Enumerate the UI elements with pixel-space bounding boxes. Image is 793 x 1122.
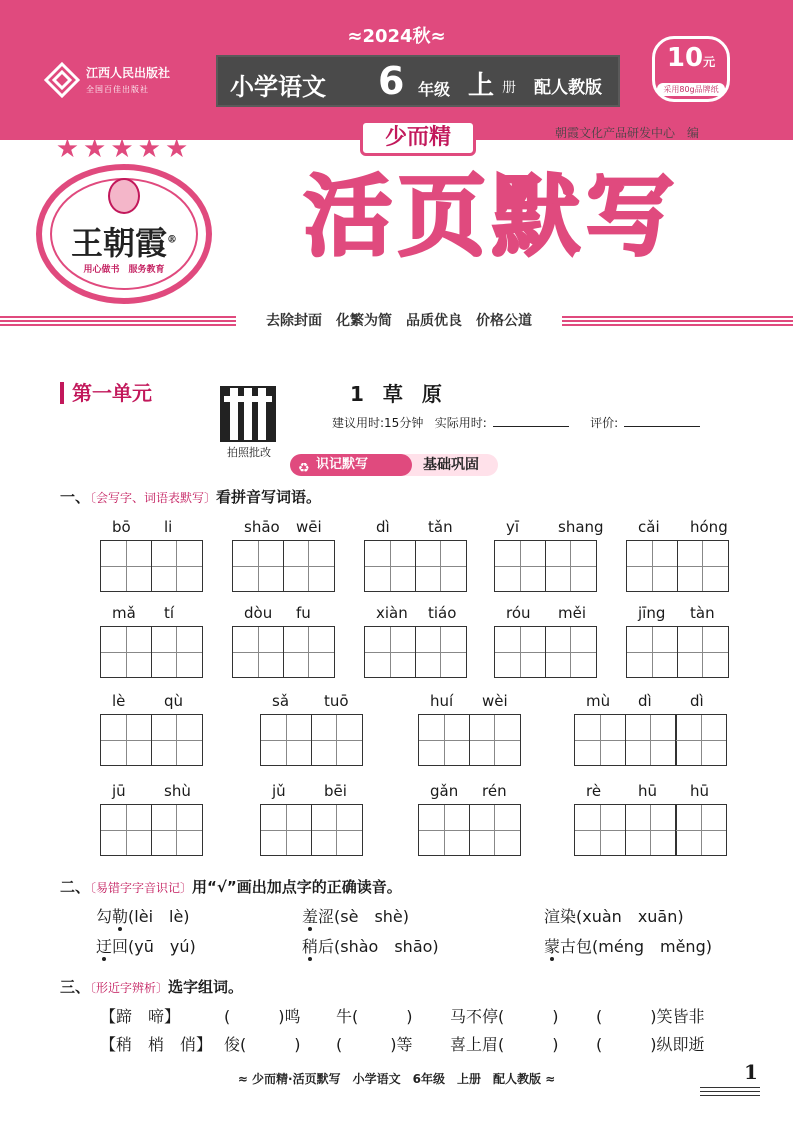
brand-badge bbox=[28, 134, 220, 312]
tian-grid-box[interactable] bbox=[100, 714, 152, 766]
pinyin-label: sǎ bbox=[272, 692, 290, 710]
tian-grid-box[interactable] bbox=[100, 540, 152, 592]
fill-blank[interactable]: 马不停( ) bbox=[450, 1007, 559, 1026]
writing-boxes bbox=[574, 714, 727, 766]
publisher-logo-icon bbox=[44, 62, 80, 98]
writing-boxes bbox=[494, 540, 597, 592]
actual-time-label: 实际用时: bbox=[434, 416, 487, 430]
suggested-time: 建议用时:15分钟 bbox=[332, 416, 424, 430]
tian-grid-box[interactable] bbox=[260, 804, 312, 856]
page-lines-decoration bbox=[700, 1084, 760, 1096]
tian-grid-box[interactable] bbox=[418, 714, 470, 766]
tian-grid-box[interactable] bbox=[151, 714, 203, 766]
pinyin-label: shang bbox=[558, 518, 604, 536]
pinyin-label: dì bbox=[638, 692, 652, 710]
writing-boxes bbox=[100, 804, 203, 856]
tian-grid-box[interactable] bbox=[283, 540, 335, 592]
tian-grid-box[interactable] bbox=[675, 714, 727, 766]
pinyin-label: jǔ bbox=[272, 782, 286, 800]
score-blank[interactable] bbox=[624, 426, 700, 427]
qr-code-icon[interactable] bbox=[220, 386, 276, 442]
pinyin-label: wēi bbox=[296, 518, 322, 536]
pinyin-label: lè bbox=[112, 692, 126, 710]
pinyin-label: qù bbox=[164, 692, 184, 710]
price-unit: 元 bbox=[703, 55, 716, 69]
price-value: 10元 bbox=[666, 43, 716, 73]
pinyin-label: shāo bbox=[244, 518, 280, 536]
writing-boxes bbox=[260, 714, 363, 766]
pinyin-word bbox=[626, 518, 730, 594]
pinyin-word bbox=[364, 604, 468, 680]
pinyin-word bbox=[574, 782, 730, 858]
q1-tag: 〔会写字、词语表默写〕 bbox=[90, 491, 217, 505]
pinyin-label: huí bbox=[430, 692, 454, 710]
pinyin-word bbox=[100, 604, 204, 680]
tian-grid-box[interactable] bbox=[364, 626, 416, 678]
pinyin-word bbox=[232, 518, 336, 594]
tian-grid-box[interactable] bbox=[260, 714, 312, 766]
writing-boxes bbox=[494, 626, 597, 678]
edition-label: 配人教版 bbox=[534, 78, 602, 98]
writing-boxes bbox=[232, 540, 335, 592]
pinyin-label: bō bbox=[112, 518, 131, 536]
header-band bbox=[0, 0, 793, 140]
volume-label: 上 bbox=[468, 71, 495, 101]
pinyin-word bbox=[260, 782, 364, 858]
pinyin-label: shù bbox=[164, 782, 191, 800]
pinyin-label: měi bbox=[558, 604, 587, 622]
slogan-bar bbox=[0, 310, 793, 330]
pinyin-label: dòu bbox=[244, 604, 273, 622]
pinyin-label: tiáo bbox=[428, 604, 457, 622]
stripe-decoration-left bbox=[0, 314, 236, 326]
pinyin-word bbox=[364, 518, 468, 594]
pinyin-label: jīng bbox=[638, 604, 666, 622]
tian-grid-box[interactable] bbox=[415, 540, 467, 592]
tian-grid-box[interactable] bbox=[469, 804, 521, 856]
stripe-decoration-right bbox=[562, 314, 793, 326]
section-pill bbox=[290, 454, 508, 476]
tian-grid-box[interactable] bbox=[151, 540, 203, 592]
char-group-label: 【蹄 啼】 bbox=[100, 1007, 181, 1026]
pinyin-word bbox=[418, 692, 522, 768]
pinyin-label: xiàn bbox=[376, 604, 408, 622]
page-number: 1 bbox=[744, 1060, 758, 1084]
pinyin-label: cǎi bbox=[638, 518, 660, 536]
grade-number: 6 bbox=[378, 59, 405, 103]
pinyin-label: mù bbox=[586, 692, 611, 710]
footer: ≈ 少而精·活页默写 小学语文 6年级 上册 配人教版 ≈ bbox=[237, 1072, 556, 1086]
tian-grid-box[interactable] bbox=[100, 804, 152, 856]
publisher-sub: 全国百佳出版社 bbox=[86, 85, 149, 94]
writing-boxes bbox=[260, 804, 363, 856]
stars-icon: ★★★★★ bbox=[55, 134, 193, 164]
tian-grid-box[interactable] bbox=[283, 626, 335, 678]
score-label: 评价: bbox=[590, 416, 619, 430]
reading-item[interactable]: 勾勒(lèi lè) bbox=[96, 907, 190, 926]
tian-grid-box[interactable] bbox=[418, 804, 470, 856]
time-row bbox=[332, 414, 706, 431]
qr-label: 拍照批改 bbox=[227, 446, 271, 459]
pinyin-word bbox=[418, 782, 522, 858]
pinyin-label: jū bbox=[112, 782, 126, 800]
section-subtitle: 基础巩固 bbox=[404, 454, 498, 476]
tian-grid-box[interactable] bbox=[151, 626, 203, 678]
tian-grid-box[interactable] bbox=[151, 804, 203, 856]
writing-boxes bbox=[100, 626, 203, 678]
tian-grid-box[interactable] bbox=[232, 626, 284, 678]
pinyin-label: mǎ bbox=[112, 604, 136, 622]
section-title: ♻ 识记默写 bbox=[290, 454, 412, 476]
pinyin-word bbox=[100, 692, 204, 768]
tian-grid-box[interactable] bbox=[574, 714, 626, 766]
book-title: 活页默写 bbox=[303, 164, 680, 268]
grade-word: 年级 bbox=[418, 80, 451, 99]
price-badge bbox=[652, 36, 730, 102]
tian-grid-box[interactable] bbox=[677, 540, 729, 592]
publisher-name: 江西人民出版社 bbox=[86, 66, 171, 80]
lesson-title: 1 草 原 bbox=[350, 382, 448, 406]
q2-title: 二、〔易错字字音识记〕用“√”画出加点字的正确读音。 bbox=[60, 878, 402, 896]
pinyin-word bbox=[494, 518, 604, 594]
pinyin-label: bēi bbox=[324, 782, 347, 800]
pinyin-word bbox=[626, 604, 730, 680]
pinyin-label: wèi bbox=[482, 692, 508, 710]
reading-item[interactable]: 羞涩(sè shè) bbox=[302, 907, 410, 926]
pinyin-label: tàn bbox=[690, 604, 715, 622]
tian-grid-box[interactable] bbox=[625, 804, 677, 856]
pinyin-label: dì bbox=[690, 692, 704, 710]
char-group-label: 【稍 梢 俏】 bbox=[100, 1035, 213, 1054]
series-tab: 少而精 bbox=[360, 120, 476, 156]
price-note: 采用80g品牌纸 bbox=[657, 83, 725, 96]
pinyin-word bbox=[260, 692, 364, 768]
writing-boxes bbox=[100, 540, 203, 592]
fill-blank[interactable]: ( )纵即逝 bbox=[596, 1035, 705, 1054]
pinyin-word bbox=[100, 782, 204, 858]
brand-motto: 用心做书 服务教育 bbox=[83, 265, 165, 275]
reading-item[interactable]: 渲染(xuàn xuān) bbox=[544, 907, 684, 926]
pinyin-word bbox=[494, 604, 598, 680]
unit-title: 第一单元 bbox=[60, 382, 152, 404]
fill-blank[interactable]: 俊( ) bbox=[224, 1035, 301, 1054]
pinyin-label: tí bbox=[164, 604, 175, 622]
actual-time-blank[interactable] bbox=[493, 426, 569, 427]
pinyin-word bbox=[232, 604, 336, 680]
writing-boxes bbox=[574, 804, 727, 856]
fill-blank[interactable]: ( )等 bbox=[336, 1035, 413, 1054]
writing-boxes bbox=[626, 626, 729, 678]
q3-title: 三、〔形近字辨析〕选字组词。 bbox=[60, 978, 244, 996]
writing-boxes bbox=[364, 626, 467, 678]
volume-word: 册 bbox=[502, 80, 516, 96]
tian-grid-box[interactable] bbox=[675, 804, 727, 856]
tian-grid-box[interactable] bbox=[100, 626, 152, 678]
grade-bar bbox=[216, 55, 620, 107]
pinyin-label: hóng bbox=[690, 518, 728, 536]
q2-tag: 〔易错字字音识记〕 bbox=[90, 881, 193, 895]
writing-boxes bbox=[100, 714, 203, 766]
writing-boxes bbox=[232, 626, 335, 678]
tian-grid-box[interactable] bbox=[574, 804, 626, 856]
tian-grid-box[interactable] bbox=[364, 540, 416, 592]
reading-item[interactable]: 稍后(shào shāo) bbox=[302, 937, 439, 956]
q1-title: 一、〔会写字、词语表默写〕看拼音写词语。 bbox=[60, 488, 322, 506]
writing-boxes bbox=[418, 714, 521, 766]
pinyin-label: fu bbox=[296, 604, 311, 622]
pinyin-label: tuō bbox=[324, 692, 349, 710]
reading-item[interactable]: 蒙古包(méng měng) bbox=[544, 937, 712, 956]
tian-grid-box[interactable] bbox=[625, 714, 677, 766]
editor-credit: 朝霞文化产品研发中心 编 bbox=[555, 126, 700, 140]
pinyin-word bbox=[574, 692, 730, 768]
tian-grid-box[interactable] bbox=[415, 626, 467, 678]
subject-label: 小学语文 bbox=[230, 73, 326, 101]
tian-grid-box[interactable] bbox=[232, 540, 284, 592]
tian-grid-box[interactable] bbox=[545, 540, 597, 592]
tian-grid-box[interactable] bbox=[311, 714, 363, 766]
portrait-icon bbox=[108, 178, 140, 214]
pinyin-word bbox=[100, 518, 204, 594]
pinyin-label: li bbox=[164, 518, 173, 536]
writing-boxes bbox=[364, 540, 467, 592]
bell-icon: ♻ bbox=[298, 461, 310, 476]
tian-grid-box[interactable] bbox=[545, 626, 597, 678]
pinyin-label: hū bbox=[638, 782, 658, 800]
tian-grid-box[interactable] bbox=[626, 626, 678, 678]
fill-blank[interactable]: 喜上眉( ) bbox=[450, 1035, 559, 1054]
tian-grid-box[interactable] bbox=[626, 540, 678, 592]
writing-boxes bbox=[626, 540, 729, 592]
tian-grid-box[interactable] bbox=[311, 804, 363, 856]
tian-grid-box[interactable] bbox=[494, 540, 546, 592]
slogan: 去除封面 化繁为简 品质优良 价格公道 bbox=[266, 313, 532, 329]
q3-tag: 〔形近字辨析〕 bbox=[90, 981, 169, 995]
pinyin-label: hū bbox=[690, 782, 710, 800]
writing-boxes bbox=[418, 804, 521, 856]
reading-item[interactable]: 迂回(yū yú) bbox=[96, 937, 196, 956]
pinyin-label: dì bbox=[376, 518, 390, 536]
season-label: ≈2024秋≈ bbox=[347, 26, 446, 47]
pinyin-label: tǎn bbox=[428, 518, 453, 536]
pinyin-label: rén bbox=[482, 782, 507, 800]
tian-grid-box[interactable] bbox=[494, 626, 546, 678]
brand-name: 王朝霞® bbox=[70, 224, 177, 262]
tian-grid-box[interactable] bbox=[469, 714, 521, 766]
pinyin-label: gǎn bbox=[430, 782, 459, 800]
fill-blank[interactable]: ( )鸣 bbox=[224, 1007, 301, 1026]
publisher bbox=[44, 60, 214, 104]
tian-grid-box[interactable] bbox=[677, 626, 729, 678]
pinyin-label: yī bbox=[506, 518, 520, 536]
pinyin-label: róu bbox=[506, 604, 531, 622]
fill-blank[interactable]: 牛( ) bbox=[336, 1007, 413, 1026]
fill-blank[interactable]: ( )笑皆非 bbox=[596, 1007, 705, 1026]
pinyin-label: rè bbox=[586, 782, 602, 800]
